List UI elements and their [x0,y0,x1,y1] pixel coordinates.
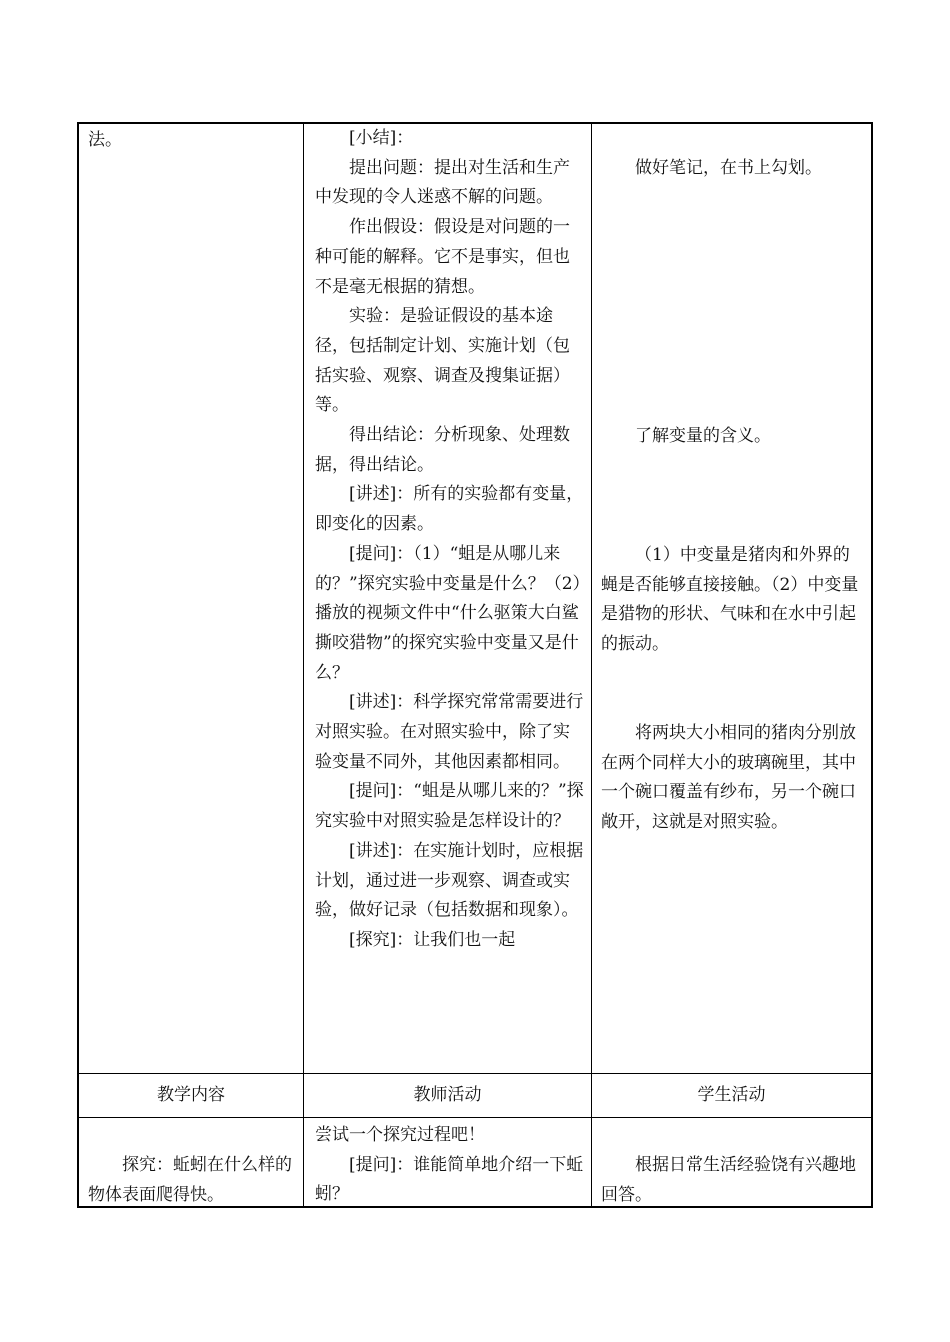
teacher-para-experiment: 实验：是验证假设的基本途径，包括制定计划、实施计划（包括实验、观察、调查及搜集证据）等。 [315,306,570,416]
teacher-para-explore: [探究]：让我们也一起 [349,929,516,950]
teacher-para-question-control: [提问]：“蛆是从哪儿来的？”探究实验中对照实验是怎样设计的？ [315,781,584,832]
row-divider-header-top [79,1073,871,1074]
teacher-para-control: [讲述]：科学探究常常需要进行对照实验。在对照实验中，除了实验变量不同外，其他因素都相同。 [315,692,584,772]
teacher-lower-cont: 尝试一个探究过程吧！ [315,1125,485,1145]
teacher-para-question-variable: [提问]：（1）“蛆是从哪儿来的？”探究实验中变量是什么？（2）播放的视频文件中“什么驱策大白鲨撕咬猎物”的探究实验中变量又是什么？ [315,543,582,683]
teacher-para-record: [讲述]：在实施计划时，应根据计划，通过进一步观察、调查或实验，做好记录（包括数据和现象）。 [315,840,584,921]
content-cell-upper [88,126,296,156]
teacher-cell-upper [315,124,585,1072]
teacher-para-hypothesis: 作出假设：假设是对问题的一种可能的解释。它不是事实，但也不是毫无根据的猜想。 [315,217,570,297]
teacher-para-summary: [小结]： [349,128,414,148]
col-divider-1 [303,124,304,1206]
header-content: 教学内容 [157,1085,225,1105]
header-student: 学生活动 [697,1085,766,1105]
content-text: 法。 [88,130,122,150]
teacher-para-conclusion: 得出结论：分析现象、处理数据，得出结论。 [315,425,570,475]
teacher-cell-lower [315,1121,587,1210]
content-cell-lower: 探究：蚯蚓在什么样的物体表面爬得快。 [88,1155,292,1205]
student-variable: 了解变量的含义。 [635,426,771,446]
teacher-para-variable: [讲述]：所有的实验都有变量，即变化的因素。 [315,484,584,535]
teacher-para-question: 提出问题：提出对生活和生产中发现的令人迷惑不解的问题。 [315,157,570,208]
teacher-lower-question: [提问]：谁能简单地介绍一下蚯蚓？ [315,1154,584,1205]
lesson-table [77,122,873,1208]
student-cell-lower: 根据日常生活经验饶有兴趣地回答。 [601,1155,856,1205]
header-teacher: 教师活动 [413,1085,482,1105]
student-answer-variables: （1）中变量是猪肉和外界的蝇是否能够直接接触。（2）中变量是猎物的形状、气味和在水中引起的振动。 [601,545,859,655]
col-divider-2 [591,124,592,1206]
row-divider-header-bottom [79,1117,871,1118]
student-note: 做好笔记，在书上勾划。 [635,158,822,178]
student-control: 将两块大小相同的猪肉分别放在两个同样大小的玻璃碗里，其中一个碗口覆盖有纱布，另一个碗口敞开，这就是对照实验。 [601,723,856,833]
